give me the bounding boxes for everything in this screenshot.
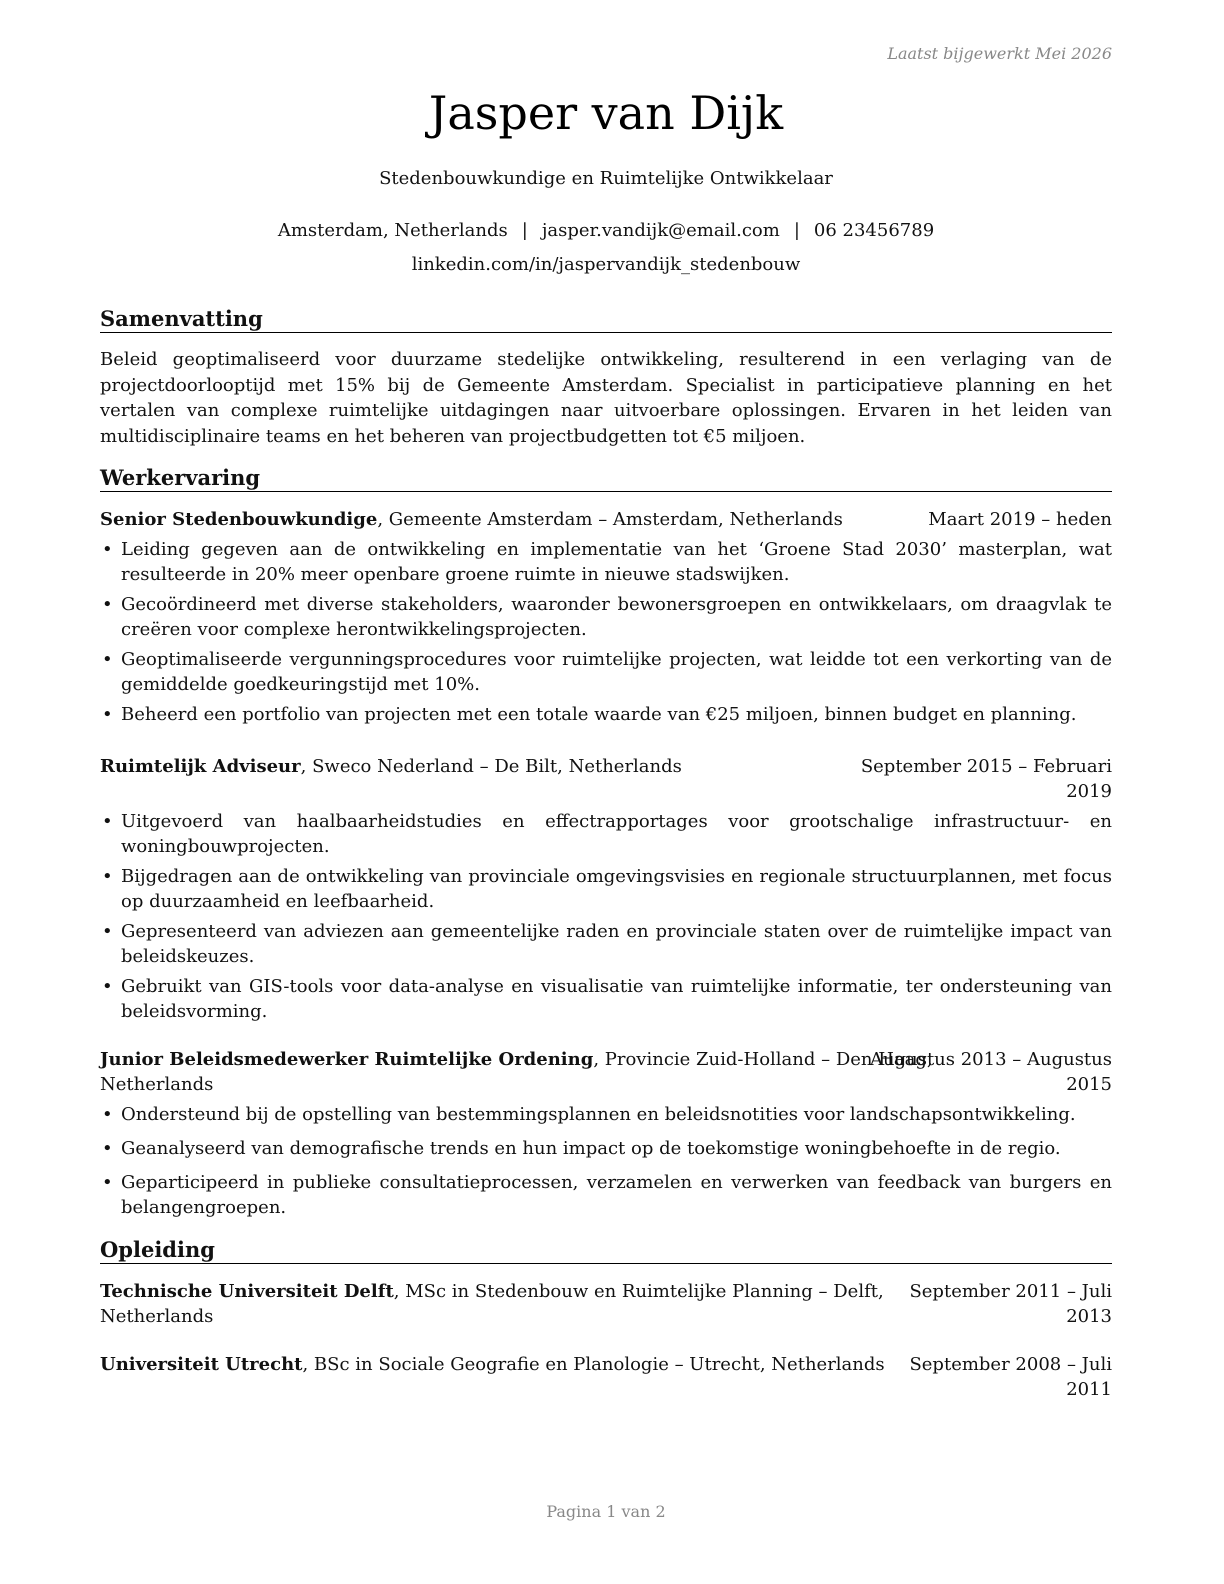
bullet-item: • Ondersteund bij de opstelling van bestemmingsplannen en beleidsnotities voor landschapsontwikkeling. xyxy=(100,1102,1112,1127)
job-dates-end: 2015 xyxy=(1066,1074,1112,1095)
job-bullets xyxy=(100,1102,1112,1220)
education-dates-end: 2013 xyxy=(1066,1306,1112,1327)
candidate-name: Jasper van Dijk xyxy=(428,86,784,140)
resume-page xyxy=(100,0,1112,1584)
job-dates xyxy=(861,754,1112,804)
education-school: Technische Universiteit Delft xyxy=(100,1281,394,1302)
bullet-item: • Geparticipeerd in publieke consultatieprocessen, verzamelen en verwerken van feedback van burgers en belangengroepen. xyxy=(100,1170,1112,1220)
education-school: Universiteit Utrecht xyxy=(100,1354,303,1375)
bullet-item: • Uitgevoerd van haalbaarheidstudies en effectrapportages voor grootschalige infrastructuur- en woningbouwprojecten. xyxy=(100,809,1112,859)
education-degree: , BSc in Sociale Geografie en Planologie – Utrecht, Netherlands xyxy=(302,1354,885,1375)
contact-phone: 06 23456789 xyxy=(813,220,935,241)
job-heading xyxy=(100,754,682,779)
bullet-item: • Bijgedragen aan de ontwikkeling van provinciale omgevingsvisies en regionale structuurplannen, met focus op duurzaamheid en leefbaarheid. xyxy=(100,864,1112,914)
job-organization-cont: Netherlands xyxy=(100,1074,214,1095)
job-dates-start: September 2015 – Februari xyxy=(860,756,1112,777)
education-heading xyxy=(100,1279,884,1329)
bullet-item: • Geanalyseerd van demografische trends en hun impact op de toekomstige woningbehoefte in de regio. xyxy=(100,1136,1112,1161)
job-role: Ruimtelijk Adviseur xyxy=(100,756,301,777)
section-title-experience: Werkervaring xyxy=(100,465,1112,492)
bullet-item: • Geoptimaliseerde vergunningsprocedures voor ruimtelijke projecten, wat leidde tot een verkorting van de gemiddelde goedkeuringstijd met 10%. xyxy=(100,647,1112,697)
education-dates xyxy=(909,1352,1112,1402)
job-role: Senior Stedenbouwkundige xyxy=(100,509,378,530)
bullet-item: • Gebruikt van GIS-tools voor data-analyse en visualisatie van ruimtelijke informatie, ter ondersteuning van beleidsvorming. xyxy=(100,974,1112,1024)
job-heading xyxy=(100,1047,933,1097)
education-dates-start: September 2008 – Juli xyxy=(909,1354,1112,1375)
bullet-item: • Leiding gegeven aan de ontwikkeling en implementatie van het ‘Groene Stad 2030’ masterplan, wat resulteerde in 20% meer openbare groene ruimte in nieuwe stadswijken. xyxy=(100,537,1112,587)
job-title: Stedenbouwkundige en Ruimtelijke Ontwikkelaar xyxy=(379,168,833,189)
bullet-item: • Beheerd een portfolio van projecten met een totale waarde van €25 miljoen, binnen budget en planning. xyxy=(100,702,1112,727)
education-heading xyxy=(100,1352,885,1377)
education-dates xyxy=(909,1279,1112,1329)
job-bullets xyxy=(100,809,1112,1024)
job-dates-end: 2019 xyxy=(1066,781,1112,802)
job-dates: Maart 2019 – heden xyxy=(928,509,1112,530)
job-dates xyxy=(870,1047,1112,1097)
contact-line xyxy=(100,220,1112,241)
job-organization: , Sweco Nederland – De Bilt, Netherlands xyxy=(300,756,682,777)
contact-linkedin[interactable]: linkedin.com/in/jaspervandijk_stedenbouw xyxy=(411,254,801,275)
contact-location: Amsterdam, Netherlands xyxy=(277,220,508,241)
education-degree: , MSc in Stedenbouw en Ruimtelijke Planning – Delft, xyxy=(393,1281,884,1302)
summary-text: Beleid geoptimaliseerd voor duurzame stedelijke ontwikkeling, resulterend in een verlaging van de projectdoorlooptijd met 15% bij de Gemeente Amsterdam. Specialist in participatieve planning en het vertalen van complexe ruimtelijke uitdagingen naar uitvoerbare oplossingen. Ervaren in het leiden van multidisciplinaire teams en het beheren van projectbudgetten tot €5 miljoen. xyxy=(100,349,1112,447)
job-organization: , Provincie Zuid-Holland – Den Haag, xyxy=(593,1049,933,1070)
education-dates-start: September 2011 – Juli xyxy=(909,1281,1112,1302)
job-organization: , Gemeente Amsterdam – Amsterdam, Netherlands xyxy=(377,509,843,530)
last-updated: Laatst bijgewerkt Mei 2026 xyxy=(887,44,1112,63)
job-role: Junior Beleidsmedewerker Ruimtelijke Ordening xyxy=(100,1049,594,1070)
page-number: Pagina 1 van 2 xyxy=(546,1502,666,1521)
bullet-item: • Gepresenteerd van adviezen aan gemeentelijke raden en provinciale staten over de ruimtelijke impact van beleidskeuzes. xyxy=(100,919,1112,969)
job-heading xyxy=(100,507,843,532)
job-bullets xyxy=(100,537,1112,727)
education-dates-end: 2011 xyxy=(1066,1379,1112,1400)
section-title-education: Opleiding xyxy=(100,1237,1112,1264)
separator: | xyxy=(521,220,528,241)
bullet-item: • Gecoördineerd met diverse stakeholders, waaronder bewonersgroepen en ontwikkelaars, om draagvlak te creëren voor complexe herontwikkelingsprojecten. xyxy=(100,592,1112,642)
contact-email[interactable]: jasper.vandijk@email.com xyxy=(541,220,780,241)
section-title-summary: Samenvatting xyxy=(100,306,1112,333)
job-dates-start: Augustus 2013 – Augustus xyxy=(870,1049,1112,1070)
separator: | xyxy=(793,220,800,241)
education-degree-cont: Netherlands xyxy=(100,1306,214,1327)
